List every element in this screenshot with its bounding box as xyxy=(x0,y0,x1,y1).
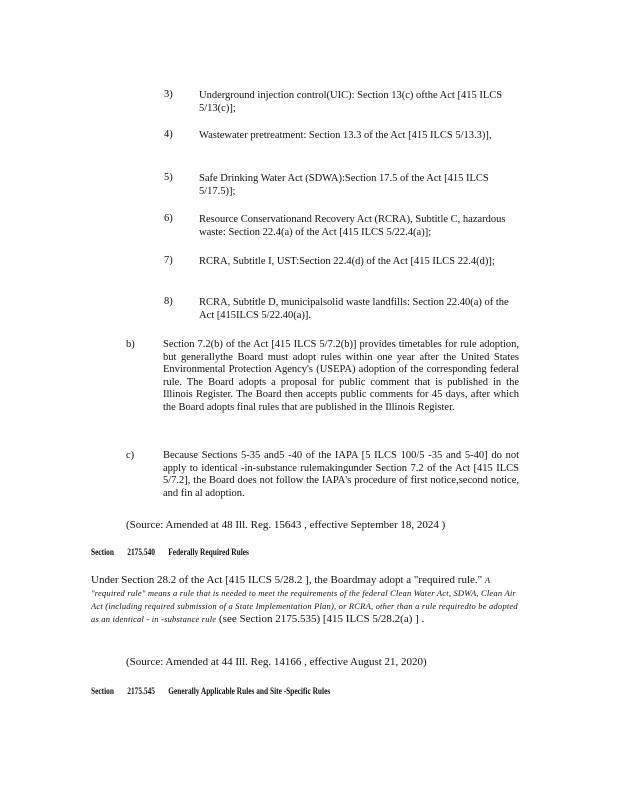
required-rule-definition: A "required rule" means a rule that is needed to meet the requirements of the federal Clean Water Act, SDWA, Clean Air Act (including required submission of a State Implementation Plan), or RCRA, other than a rule requiredto be adopted as an identical - in -substance rule xyxy=(91,575,518,624)
list-item-text: Safe Drinking Water Act (SDWA):Section 17.5 of the Act [415 ILCS 5/17.5)]; xyxy=(199,173,489,197)
section-number: 2175.545 xyxy=(127,686,155,696)
list-item-number: 7) xyxy=(164,255,173,266)
list-item-text: Wastewater pretreatment: Section 13.3 of the Act [415 ILCS 5/13.3)], xyxy=(199,130,492,141)
paragraph-letter: c) xyxy=(126,450,135,461)
section-label: Section xyxy=(91,547,114,557)
list-item-text: RCRA, Subtitle I, UST:Section 22.4(d) of the Act [415 ILCS 22.4(d)]; xyxy=(199,256,495,267)
section-heading xyxy=(91,686,342,696)
paragraph-c-text: Because Sections 5-35 and5 -40 of the IAPA [5 ILCS 100/5 -35 and 5-40] do not apply to identical -in-substance rulemakingunder Section 7.2 of the Act [415 ILCS 5/7.2], the Board does not follow the IAPA's procedure of first notice,second notice, and fin al adoption. xyxy=(163,450,519,499)
section-label: Section xyxy=(91,686,114,696)
section-body-lead: Under Section 28.2 of the Act [415 ILCS 5/28.2 ], the Boardmay adopt a "required rule." xyxy=(91,574,483,586)
section-body-tail: (see Section 2175.535) [415 ILCS 5/28.2(a) ] . xyxy=(219,613,425,625)
section-title: Generally Applicable Rules and Site -Specific Rules xyxy=(168,686,331,696)
list-item-text: RCRA, Subtitle D, municipalsolid waste landfills: Section 22.40(a) of the Act [415ILCS 5/22.40(a)]. xyxy=(199,297,509,321)
section-number: 2175.540 xyxy=(127,547,155,557)
list-item-number: 5) xyxy=(164,172,173,183)
section-title: Federally Required Rules xyxy=(168,547,249,557)
section-body xyxy=(91,574,521,626)
list-item-number: 8) xyxy=(164,296,173,307)
section-heading xyxy=(91,547,260,557)
source-note: (Source: Amended at 44 Ill. Reg. 14166 , effective August 21, 2020) xyxy=(126,656,427,668)
paragraph-b-text: Section 7.2(b) of the Act [415 ILCS 5/7.2(b)] provides timetables for rule adoption, but generallythe Board must adopt rules within one year after the United States Environmental Protection Agency's (USEPA) adoption of the corresponding federal rule. The Board adopts a proposal for public comment that is published in the Illinois Register. The Board then accepts public comments for 45 days, after which the Board adopts final rules that are published in the Illinois Register. xyxy=(163,339,519,413)
list-item-text: Resource Conservationand Recovery Act (RCRA), Subtitle C, hazardous waste: Section 22.4(a) of the Act [415 ILCS 5/22.4(a)]; xyxy=(199,214,506,238)
list-item-number: 3) xyxy=(164,89,173,100)
source-note: (Source: Amended at 48 Ill. Reg. 15643 , effective September 18, 2024 ) xyxy=(126,519,446,531)
list-item-number: 4) xyxy=(164,129,173,140)
list-item-text: Underground injection control(UIC): Section 13(c) ofthe Act [415 ILCS 5/13(c)]; xyxy=(199,90,503,114)
paragraph-letter: b) xyxy=(126,339,135,350)
list-item-number: 6) xyxy=(164,213,173,224)
